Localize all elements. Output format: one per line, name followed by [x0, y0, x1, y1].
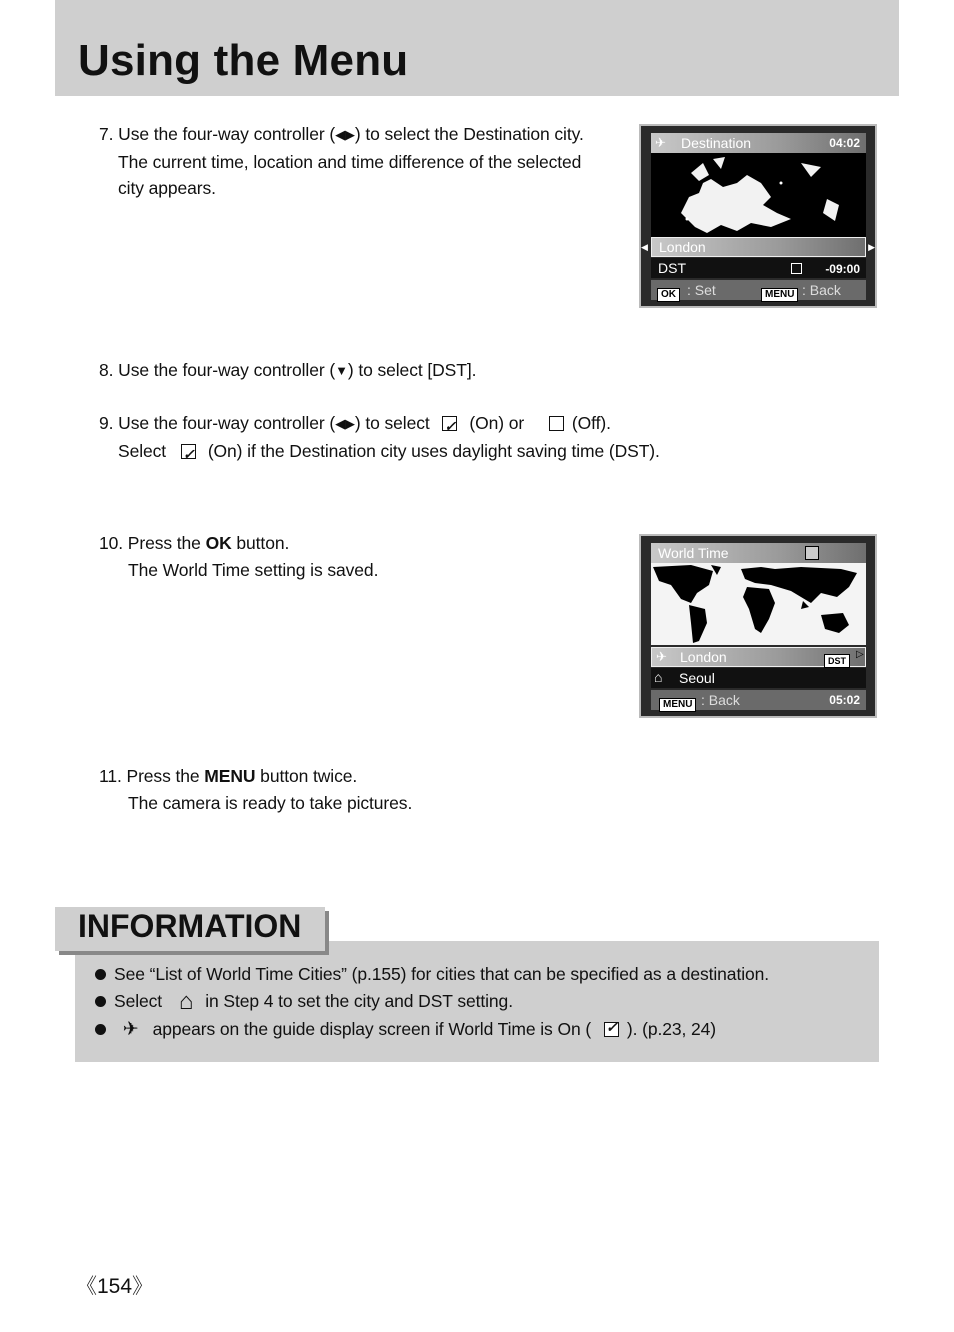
europe-map	[651, 153, 866, 237]
step-9-text-c: (On) or	[469, 413, 525, 433]
checkbox-off-icon	[549, 416, 564, 431]
step-7-text-b: ) to select the Destination city.	[354, 124, 584, 144]
dst-badge: DST	[824, 654, 850, 668]
info-bullet-3-text-b: ). (p.23, 24)	[626, 1019, 717, 1039]
destination-time: 04:02	[829, 136, 860, 150]
ok-button-label: OK	[205, 533, 232, 553]
home-icon: ⌂	[178, 988, 194, 1015]
step-9-text-b: ) to select	[354, 413, 430, 433]
step-11-text-c: button twice.	[255, 766, 358, 786]
right-triangle-icon: ▶	[344, 127, 355, 142]
step-8-text-a: 8. Use the four-way controller (	[99, 360, 336, 380]
destination-city-row[interactable]	[651, 237, 866, 257]
checkbox-on-icon	[604, 1022, 619, 1037]
destination-title: Destination	[681, 135, 752, 151]
info-bullet-1-text: See “List of World Time Cities” (p.155) for cities that can be specified as a destination.	[114, 964, 770, 984]
left-triangle-icon: ◀	[335, 127, 345, 142]
left-triangle-icon: ◀	[335, 416, 345, 431]
checkbox-on-icon[interactable]	[805, 546, 819, 560]
step-9	[99, 410, 660, 464]
back-label: : Back	[802, 282, 841, 298]
step-8	[99, 357, 476, 385]
checkbox-off-icon[interactable]	[791, 263, 802, 274]
step-9-text-a: 9. Use the four-way controller (	[99, 413, 336, 433]
step-11	[99, 763, 412, 816]
information-title: INFORMATION	[78, 908, 302, 944]
city-right-arrow-icon[interactable]: ▶	[868, 242, 875, 252]
right-triangle-icon: ▶	[344, 416, 355, 431]
menu-badge: MENU	[659, 698, 696, 712]
bullet-icon	[95, 996, 106, 1007]
step-7	[99, 121, 584, 202]
step-10-text-a: 10. Press the	[99, 533, 206, 553]
down-triangle-icon: ▼	[335, 363, 348, 378]
destination-city-row[interactable]	[651, 647, 866, 667]
world-map	[651, 563, 866, 645]
airplane-icon: ✈	[122, 1019, 139, 1040]
step-7-line-3: city appears.	[118, 178, 216, 198]
bullet-icon	[95, 1024, 106, 1035]
airplane-icon: ✈	[655, 135, 666, 150]
world-time-title-bar	[651, 543, 866, 563]
info-bullet-1	[95, 964, 769, 985]
info-bullet-3	[95, 1018, 716, 1041]
dst-label: DST	[658, 260, 686, 276]
info-bullet-2-text-b: in Step 4 to set the city and DST setting.	[205, 991, 513, 1011]
world-map-graphic	[651, 563, 866, 645]
world-time-title: World Time	[658, 545, 729, 561]
step-7-text-a: 7. Use the four-way controller (	[99, 124, 336, 144]
world-time-destination-city: London	[680, 649, 727, 665]
dst-offset: -09:00	[825, 262, 860, 276]
back-label: : Back	[701, 692, 740, 708]
chevron-right-icon[interactable]: ▷	[856, 649, 864, 660]
step-9-text-d: (Off).	[571, 413, 611, 433]
city-left-arrow-icon[interactable]: ◀	[641, 242, 648, 252]
home-city-row[interactable]	[651, 668, 866, 688]
step-9-text-e: Select	[118, 440, 167, 461]
info-bullet-3-text-a: appears on the guide display screen if World Time is On (	[152, 1019, 592, 1039]
airplane-icon: ✈	[656, 649, 667, 664]
europe-map-graphic	[651, 153, 866, 237]
page-title: Using the Menu	[78, 36, 409, 85]
world-time-clock: 05:02	[829, 693, 860, 707]
set-label: : Set	[687, 282, 716, 298]
step-7-line-2: The current time, location and time difference of the selected	[118, 151, 582, 172]
destination-footer	[651, 280, 866, 300]
step-9-text-f: (On) if the Destination city uses daylight saving time (DST).	[207, 440, 660, 461]
menu-button-label: MENU	[204, 766, 256, 786]
step-10	[99, 530, 378, 583]
bullet-icon	[95, 969, 106, 980]
ok-badge: OK	[657, 288, 680, 302]
step-11-text-a: 11. Press the	[99, 766, 205, 786]
step-8-text-b: ) to select [DST].	[347, 360, 477, 380]
destination-screen	[639, 124, 877, 308]
info-bullet-2	[95, 988, 513, 1015]
world-time-footer	[651, 690, 866, 710]
menu-badge: MENU	[761, 288, 798, 302]
info-bullet-2-text-a: Select	[114, 991, 163, 1011]
destination-city: London	[659, 239, 706, 255]
world-time-screen	[639, 534, 877, 718]
destination-title-bar	[651, 133, 866, 153]
step-11-line-2: The camera is ready to take pictures.	[128, 792, 413, 813]
step-10-line-2: The World Time setting is saved.	[128, 559, 379, 580]
world-time-home-city: Seoul	[679, 670, 715, 686]
checkbox-on-icon	[442, 416, 457, 431]
page-number: 《154》	[76, 1275, 154, 1298]
home-icon: ⌂	[654, 669, 663, 685]
dst-row[interactable]	[651, 258, 866, 278]
step-10-text-c: button.	[231, 533, 290, 553]
checkbox-on-icon	[181, 444, 196, 459]
